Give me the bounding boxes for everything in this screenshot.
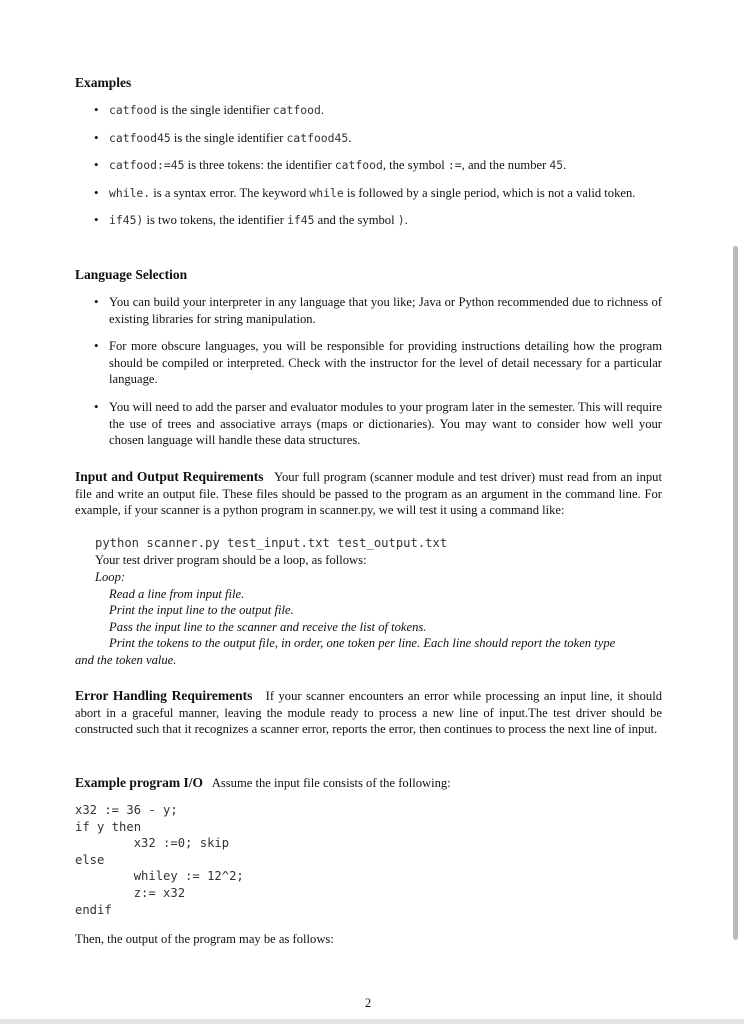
- language-item: • You will need to add the parser and evaluator modules to your program later in the semester. This will require the use of trees and associative arrays (maps or dictionaries). You may want to consider how well your chosen language will handle these data structures.: [94, 399, 662, 449]
- inline-text: .: [404, 213, 408, 228]
- inline-text: , and the number: [461, 158, 550, 173]
- examples-heading: Examples: [75, 75, 132, 90]
- language-selection-heading: Language Selection: [75, 267, 188, 282]
- example-io-paragraph: [75, 775, 451, 792]
- inline-text: is the single identifier: [170, 130, 287, 145]
- inline-text: and the symbol: [314, 213, 398, 228]
- inline-code: :=: [447, 158, 462, 173]
- example-io-intro: Assume the input file consists of the following:: [211, 776, 451, 790]
- loop-label: Loop:: [95, 570, 126, 584]
- examples-list: [94, 102, 662, 229]
- inline-code: catfood: [272, 103, 321, 117]
- example-item: [94, 102, 662, 119]
- inline-code: while.: [109, 185, 151, 200]
- code-line: endif: [75, 903, 112, 917]
- io-requirements-text: Your full program (scanner module and test driver) must read from an input file and write an output file. These files should be passed to the program as an argument in the command line. For example, if your scanner is a python program in scanner.py, we will test it using a command like:: [75, 470, 662, 518]
- inline-text: is two tokens, the identifier: [143, 213, 288, 228]
- bottom-toolbar-edge: [0, 1019, 744, 1024]
- inline-code: 45: [549, 158, 564, 173]
- command-line-example: python scanner.py test_input.txt test_output.txt: [95, 536, 448, 550]
- loop-step: Read a line from input file.: [109, 587, 245, 601]
- language-item: • You can build your interpreter in any language that you like; Java or Python recommended due to richness of existing libraries for string manipulation.: [94, 294, 662, 327]
- inline-text: is three tokens: the identifier: [184, 158, 335, 173]
- error-handling-text: If your scanner encounters an error while processing an input line, it should abort in a graceful manner, leaving the module ready to process a new line of input.The test driver should be constructed such that it recognizes a scanner error, reports the error, then continues to process the next line of input.: [75, 689, 662, 737]
- language-selection-list: [94, 294, 662, 449]
- inline-code: catfood:=45: [109, 158, 185, 173]
- error-handling-heading: Error Handling Requirements: [75, 688, 253, 703]
- loop-step: Pass the input line to the scanner and receive the list of tokens.: [109, 620, 427, 634]
- inline-code: catfood45: [286, 130, 349, 145]
- io-requirements-heading: Input and Output Requirements: [75, 469, 264, 484]
- inline-text: .: [563, 158, 567, 173]
- inline-text: is followed by a single period, which is not a valid token.: [343, 185, 636, 200]
- vertical-scrollbar[interactable]: [733, 246, 738, 940]
- example-item: [94, 212, 662, 229]
- example-item: [94, 157, 662, 174]
- error-handling-paragraph: [75, 688, 662, 738]
- inline-text: , the symbol: [382, 158, 448, 173]
- inline-text: .: [320, 103, 324, 117]
- inline-code: ): [397, 213, 405, 228]
- inline-text: is the single identifier: [157, 103, 273, 117]
- inline-code: catfood: [334, 158, 383, 173]
- driver-line: Your test driver program should be a loop, as follows:: [95, 553, 367, 567]
- code-line: x32 :=0; skip: [75, 836, 230, 850]
- code-line: whiley := 12^2;: [75, 869, 244, 883]
- inline-code: while: [309, 185, 344, 200]
- loop-step-continuation: and the token value.: [75, 653, 177, 667]
- language-item: • For more obscure languages, you will be responsible for providing instructions detailing how the program should be compiled or interpreted. Check with the instructor for the level of detail necessary for a particular language.: [94, 338, 662, 388]
- code-line: if y then: [75, 820, 142, 834]
- loop-step: Print the input line to the output file.: [109, 603, 294, 617]
- loop-step: Print the tokens to the output file, in order, one token per line. Each line should report the token type: [109, 636, 616, 650]
- example-io-heading: Example program I/O: [75, 775, 203, 790]
- example-item: [94, 130, 662, 147]
- example-io-outro: Then, the output of the program may be as follows:: [75, 932, 334, 946]
- io-requirements-paragraph: [75, 469, 662, 519]
- inline-text: is a syntax error. The keyword: [150, 185, 310, 200]
- inline-text: .: [348, 130, 352, 145]
- example-item: [94, 185, 662, 202]
- inline-code: catfood: [109, 103, 158, 117]
- code-line: z:= x32: [75, 886, 186, 900]
- code-line: x32 := 36 - y;: [75, 803, 178, 817]
- page-number: 2: [364, 996, 372, 1010]
- inline-code: if45: [287, 213, 315, 228]
- inline-code: catfood45: [109, 130, 171, 145]
- code-line: else: [75, 853, 105, 867]
- inline-code: if45): [109, 213, 144, 228]
